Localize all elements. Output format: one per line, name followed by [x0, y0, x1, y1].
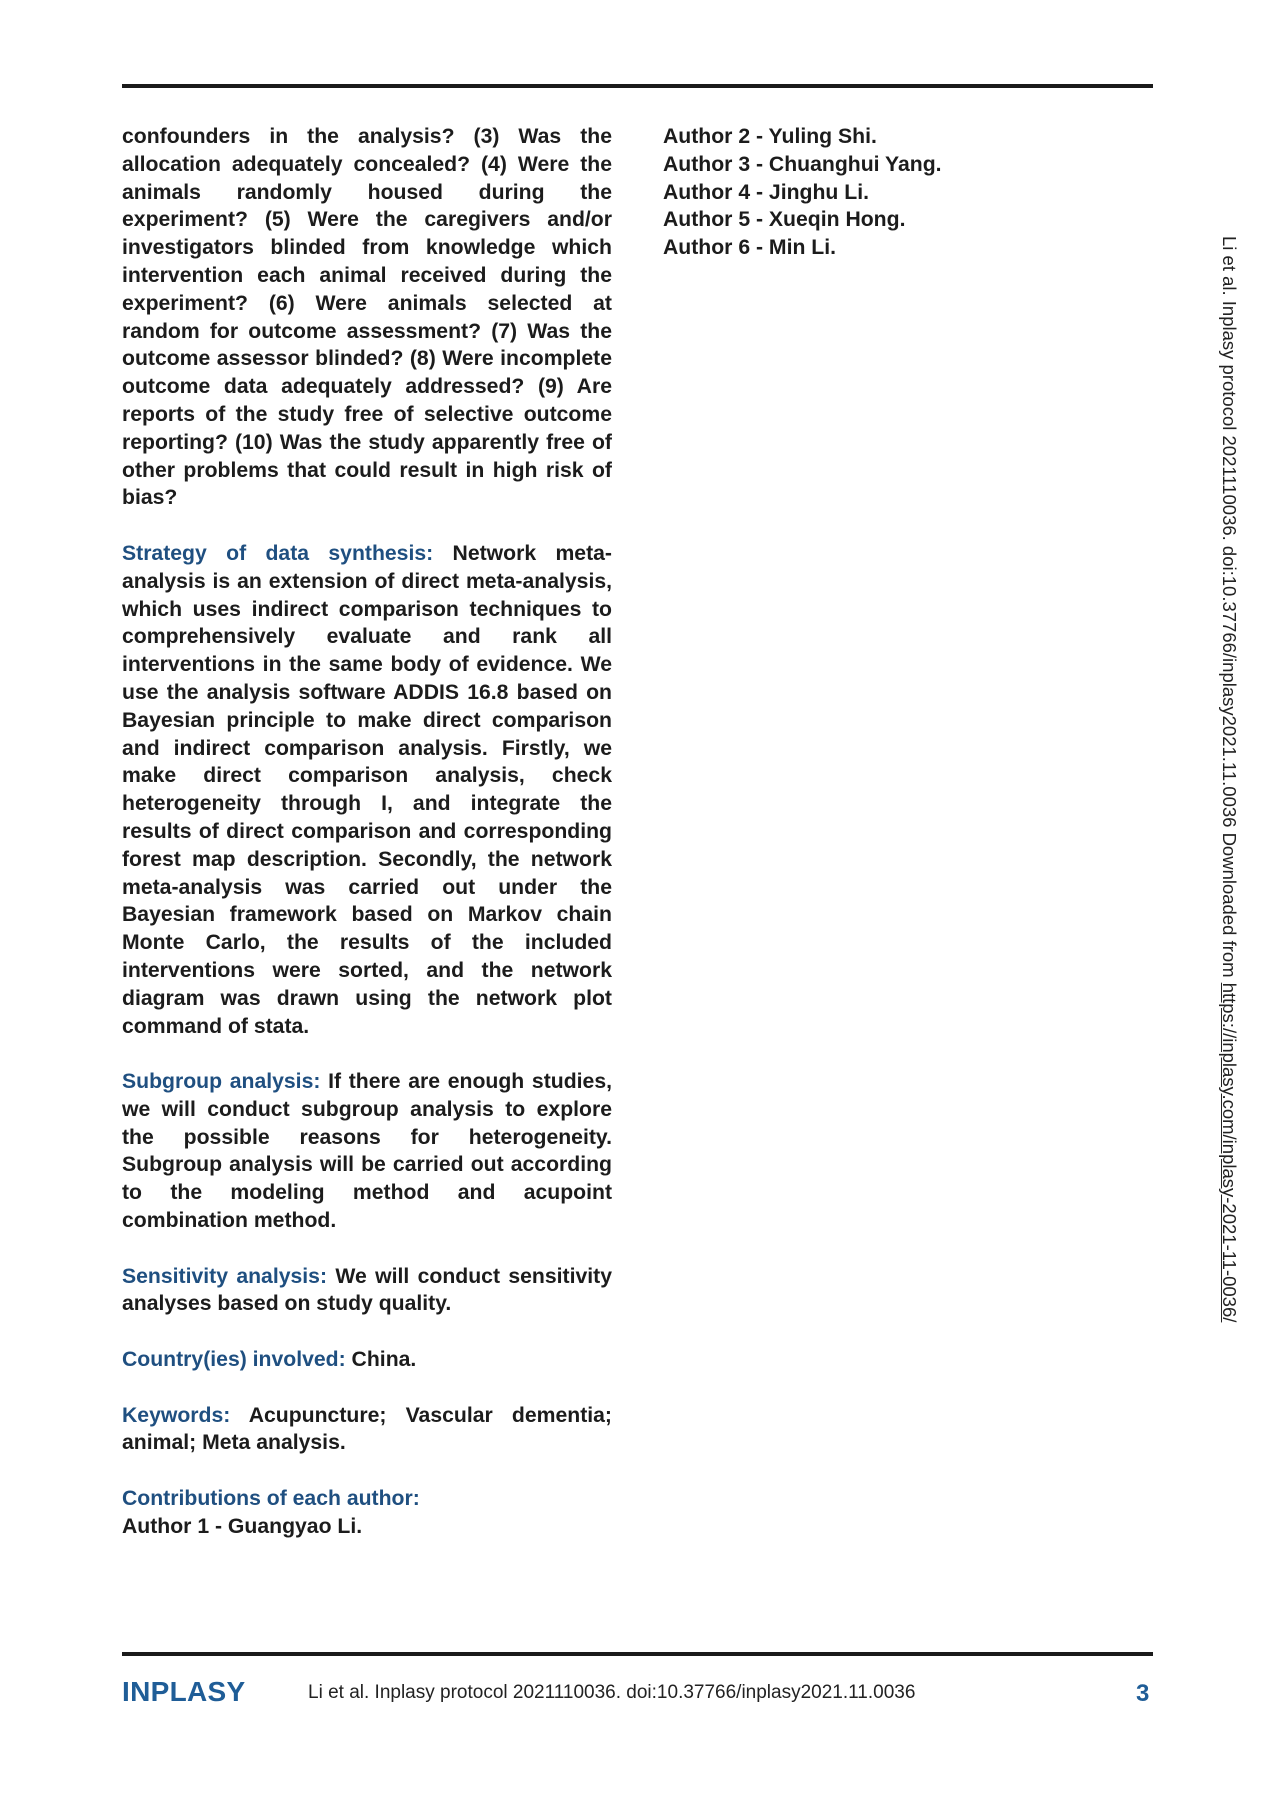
top-rule: [122, 84, 1153, 88]
author-2: Author 2 - Yuling Shi.: [663, 125, 877, 148]
left-column: [122, 123, 612, 1568]
keywords-body: Acupuncture; Vascular dementia; animal; Meta analysis.: [122, 1403, 612, 1455]
contributions-section: [122, 1485, 612, 1541]
side-note-text: Li et al. Inplasy protocol 2021110036. doi:10.37766/inplasy2021.11.0036 Downloaded from: [1219, 236, 1240, 983]
data-synthesis-section: [122, 540, 612, 1040]
right-column: [663, 123, 1123, 262]
data-synthesis-body: Network meta-analysis is an extension of direct meta-analysis, which uses indirect comparison techniques to comprehensively evaluate and rank all interventions in the same body of evidence. We use the analysis software ADDIS 16.8 based on Bayesian principle to make direct comparison and indirect comparison analysis. Firstly, we make direct comparison analysis, check heterogeneity through I, and integrate the results of direct comparison and corresponding forest map description. Secondly, the network meta-analysis was carried out under the Bayesian framework based on Markov chain Monte Carlo, the results of the included interventions were sorted, and the network diagram was drawn using the network plot command of stata.: [122, 541, 612, 1038]
subgroup-heading: Subgroup analysis:: [122, 1070, 321, 1094]
sensitivity-section: [122, 1263, 612, 1319]
author-4: Author 4 - Jinghu Li.: [663, 180, 869, 204]
data-synthesis-heading: Strategy of data synthesis:: [122, 541, 434, 565]
footer-citation: Li et al. Inplasy protocol 2021110036. doi:10.37766/inplasy2021.11.0036: [308, 1682, 916, 1703]
contributions-heading: Contributions of each author:: [122, 1487, 420, 1511]
keywords-section: [122, 1402, 612, 1458]
author-6: Author 6 - Min Li.: [663, 236, 837, 260]
subgroup-body: If there are enough studies, we will conduct subgroup analysis to explore the possible reasons for heterogeneity. Subgroup analysis will be carried out according to the modeling method and acupoint combination method.: [122, 1070, 613, 1233]
subgroup-section: [122, 1068, 612, 1235]
author-1: Author 1 - Guangyao Li.: [122, 1514, 363, 1538]
country-section: [122, 1346, 612, 1374]
sensitivity-heading: Sensitivity analysis:: [122, 1264, 328, 1288]
page-number: 3: [1136, 1680, 1150, 1707]
keywords-heading: Keywords:: [122, 1403, 231, 1427]
risk-of-bias-continued: confounders in the analysis? (3) Was the allocation adequately concealed? (4) Were the animals randomly housed during the experiment? (5) Were the caregivers and/or investigators blinded from knowledge which intervention each animal received during the experiment? (6) Were animals selected at random for outcome assessment? (7) Was the outcome assessor blinded? (8) Were incomplete outcome data adequately addressed? (9) Are reports of the study free of selective outcome reporting? (10) Was the study apparently free of other problems that could result in high risk of bias?: [122, 125, 612, 510]
side-download-note: [1218, 236, 1240, 1322]
country-heading: Country(ies) involved:: [122, 1348, 346, 1372]
author-5: Author 5 - Xueqin Hong.: [663, 208, 906, 232]
sensitivity-body: We will conduct sensitivity analyses based on study quality.: [122, 1264, 612, 1316]
bottom-rule: [122, 1652, 1153, 1656]
side-download-link[interactable]: https://inplasy.com/inplasy-2021-11-0036/: [1219, 982, 1240, 1323]
inplasy-logo: INPLASY: [122, 1676, 246, 1707]
author-3: Author 3 - Chuanghui Yang.: [663, 152, 942, 176]
country-body: China.: [345, 1348, 417, 1372]
